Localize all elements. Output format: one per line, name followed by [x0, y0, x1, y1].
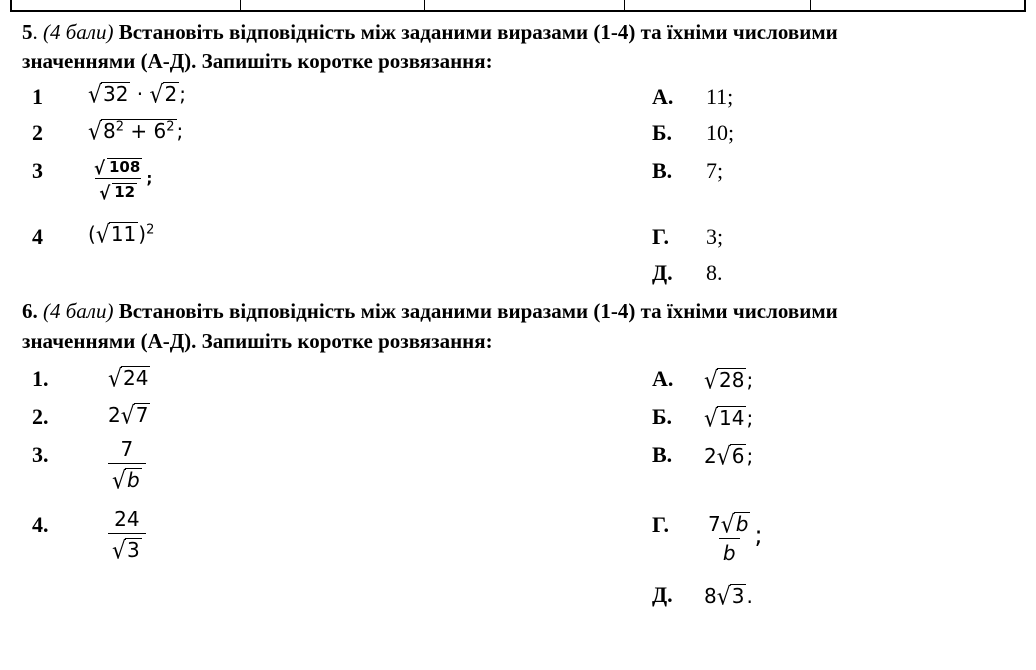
- task6-item-number: 3.: [32, 442, 49, 467]
- task6-item-number: 4.: [32, 512, 49, 537]
- table-remnant: [10, 0, 1026, 12]
- task6-instruction-line1: Встановіть відповідність між заданими виразами (1-4) та їхніми числовими: [118, 299, 838, 323]
- task6-answer-letter: Г.: [652, 512, 670, 537]
- task6-instruction-line2: значеннями (А-Д). Запишіть коротке розвязання:: [22, 329, 493, 353]
- task5-header-line2: [22, 47, 493, 76]
- task5-expr-2: √ $8^2 + 6^2$ ;: [88, 118, 184, 147]
- task5-expr-4: ( √ 11 )$^2$: [88, 221, 155, 250]
- task5-points: (4 бали): [43, 20, 114, 44]
- task6-expr-2: 2 √ 7: [108, 402, 149, 431]
- task6-answer-v: 2 √ 6 ;: [704, 443, 754, 472]
- task5-answer-letter: Д.: [652, 260, 673, 285]
- task5-answer-value: 3;: [706, 224, 724, 249]
- task5-expr-3: √ 108 √ 12 ;: [94, 157, 153, 204]
- task5-answer-value: 10;: [706, 120, 735, 145]
- task6-points: (4 бали): [43, 299, 114, 323]
- task5-answer-value: 11;: [706, 84, 734, 109]
- task5-answer-value: 8.: [706, 260, 723, 285]
- task6-item-number: 1.: [32, 366, 49, 391]
- task5-instruction-line1: Встановіть відповідність між заданими виразами (1-4) та їхніми числовими: [118, 20, 838, 44]
- task5-answer-letter: А.: [652, 84, 674, 109]
- task6-answer-letter: Б.: [652, 404, 673, 429]
- task5-number: 5: [22, 20, 33, 44]
- task5-header-line1: 5. (4 бали) Встановіть відповідність між заданими виразами (1-4) та їхніми числовими: [22, 20, 838, 44]
- task6-answer-b: √ 14 ;: [704, 405, 754, 434]
- task5-answer-letter: В.: [652, 158, 673, 183]
- task6-expr-1: √ 24: [108, 365, 149, 394]
- task6-expr-4: 24 √ 3: [108, 507, 146, 562]
- task5-item-number: 4: [32, 224, 43, 249]
- task6-item-number: 2.: [32, 404, 49, 429]
- task6-header-line1: [22, 297, 838, 326]
- task6-answer-letter: Д.: [652, 582, 673, 607]
- task6-number: 6.: [22, 299, 38, 323]
- task6-header-line2: [22, 327, 493, 356]
- task6-answer-d: 8 √ 3 .: [704, 583, 753, 612]
- task5-instruction-line2: значеннями (А-Д). Запишіть коротке розвязання:: [22, 49, 493, 73]
- task5-answer-value: 7;: [706, 158, 724, 183]
- task6-answer-letter: В.: [652, 442, 673, 467]
- task5-item-number: 3: [32, 158, 43, 183]
- task5-answer-letter: Г.: [652, 224, 670, 249]
- task6-answer-a: √ 28 ;: [704, 367, 754, 396]
- task5-expr-1: √ 32 · √ 2 ;: [88, 81, 187, 110]
- task5-answer-letter: Б.: [652, 120, 673, 145]
- task5-item-number: 2: [32, 120, 43, 145]
- task6-expr-3: 7 √ b: [108, 437, 146, 492]
- task5-item-number: 1: [32, 84, 43, 109]
- task6-answer-letter: А.: [652, 366, 674, 391]
- task6-answer-g: 7 √ b b ;: [708, 511, 763, 565]
